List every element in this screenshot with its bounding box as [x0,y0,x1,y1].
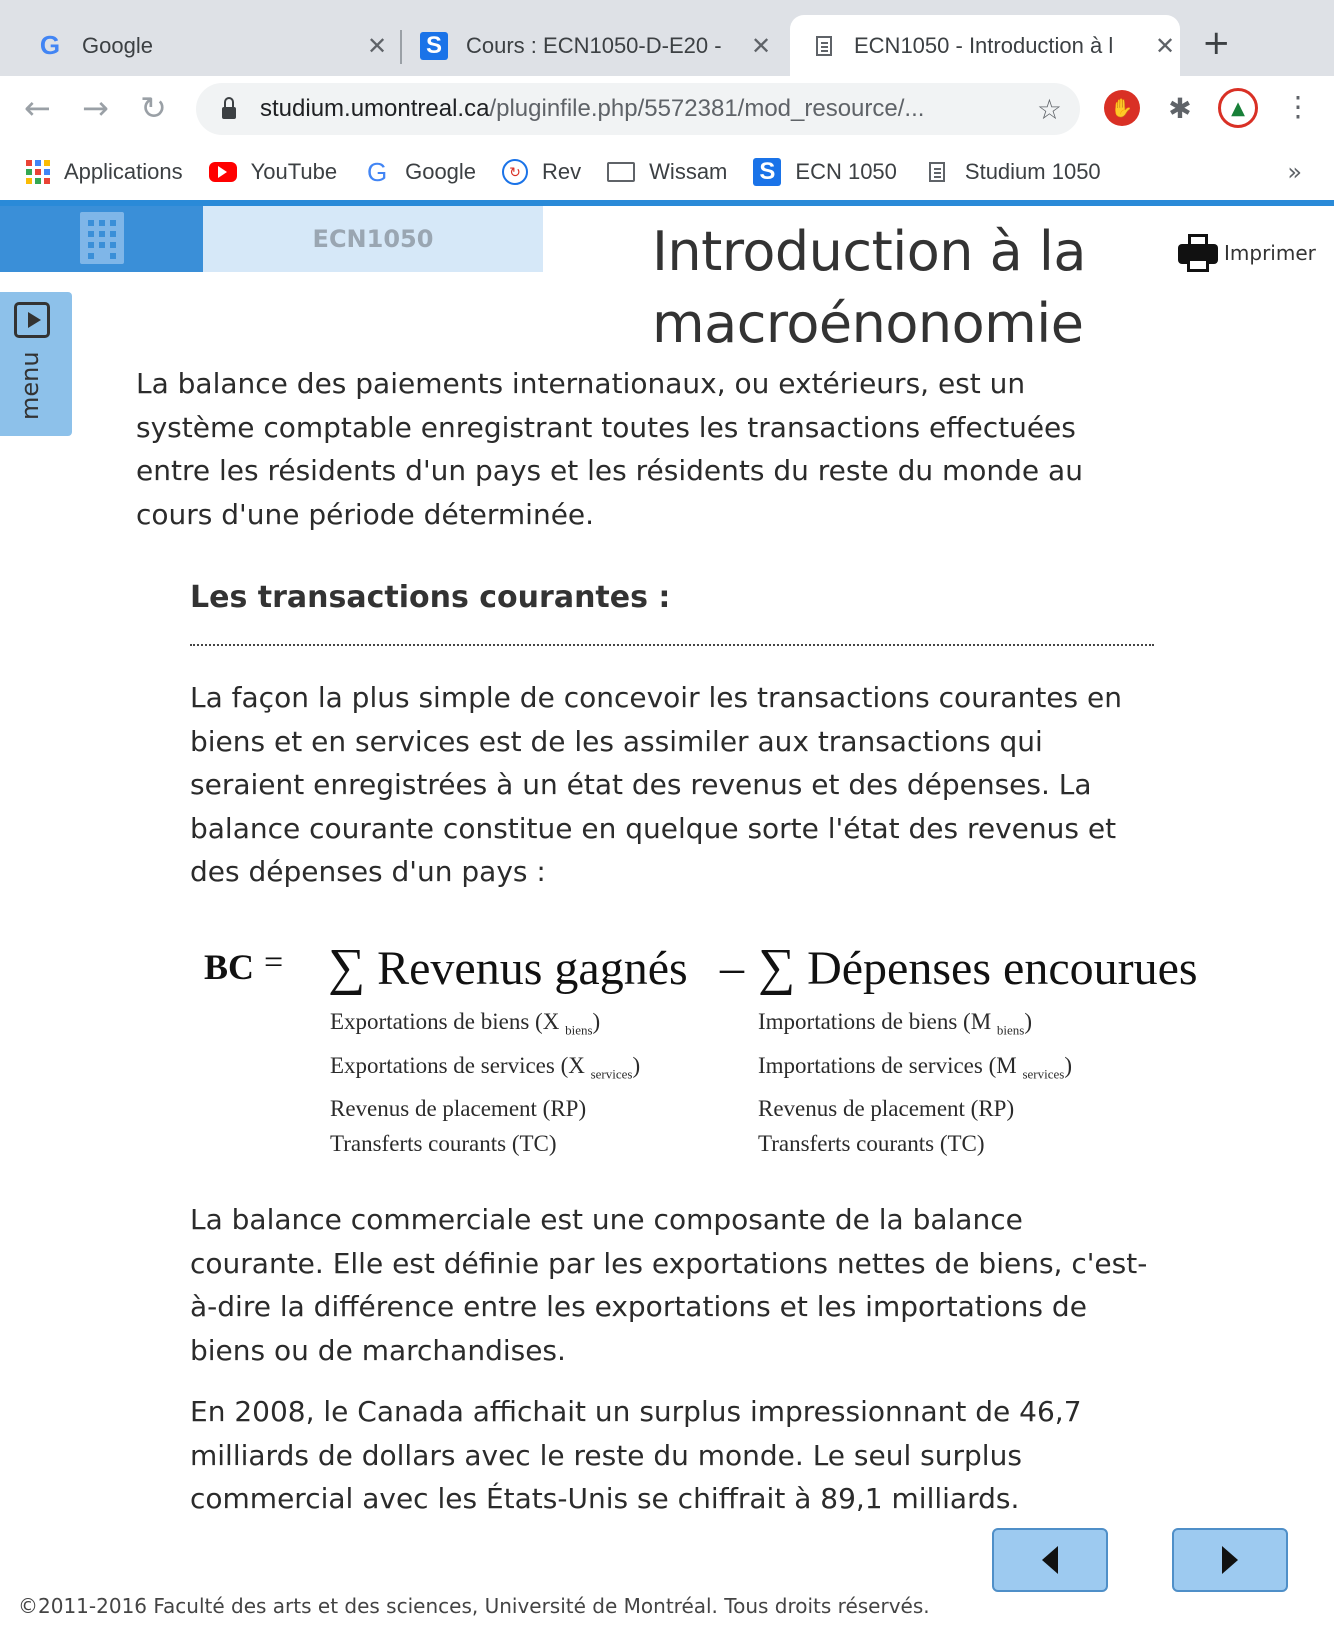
play-icon [14,302,50,338]
address-bar[interactable] [196,83,1080,135]
bookmark-wissam[interactable] [607,159,727,185]
balance-formula [200,938,1220,1157]
back-icon[interactable]: ← [24,89,51,127]
bookmark-youtube[interactable] [209,159,337,185]
bookmark-applications[interactable] [26,159,183,185]
list-item: Importations de biens (M $_{biens}$) [758,1009,1033,1038]
page-title: Introduction à la macroénonomie [652,220,1087,355]
paragraph-canada-2008: En 2008, le Canada affichait un surplus impressionnant de 46,7 milliards de dollars avec le reste du monde. Le seul surplus commercial avec les États-Unis se chiffrait à 89,1 milliards. [190,1395,1082,1515]
profile-avatar[interactable]: ▲ [1218,88,1258,128]
list-item: Exportations de biens (X $_{biens}$) [330,1009,601,1038]
studium-icon: S [420,32,448,60]
google-icon: G [39,30,61,60]
list-item: Exportations de services (X $_{services}$) [330,1052,641,1082]
reload-icon[interactable]: ↻ [140,89,167,127]
course-home-button[interactable] [0,206,203,272]
list-item: Transferts courants (TC) [330,1131,557,1157]
rev-icon: ↻ [502,159,528,185]
new-tab-button[interactable]: + [1202,23,1231,63]
print-button[interactable] [1178,234,1316,272]
section-divider [190,644,1154,646]
tab-title: Cours : ECN1050-D-E20 - [466,32,722,58]
next-page-button[interactable] [1172,1528,1288,1592]
bookmark-star-icon[interactable]: ☆ [1036,92,1062,126]
tab-title: ECN1050 - Introduction à l [854,32,1114,58]
url-text[interactable]: studium.umontreal.ca/pluginfile.php/5572381/mod_resource/... [260,95,925,122]
bookmark-label: Rev [542,159,582,184]
intro-paragraph: La balance des paiements internationaux, ou extérieurs, est un système comptable enregistrant toutes les transactions effectuées entre les résidents d'un pays et les résidents du reste du monde au cours d'une période déterminée. [136,367,1083,531]
list-item: Importations de services (M $_{services}$) [758,1052,1072,1082]
building-icon [80,212,124,264]
expense-sum: ∑ Dépenses encourues [758,939,1198,996]
formula-minus: – [720,941,744,994]
course-code-tab[interactable]: ECN1050 [203,206,543,272]
youtube-icon [209,162,237,182]
bookmark-label: ECN 1050 [795,159,897,184]
bookmark-google[interactable] [363,158,476,186]
forward-icon[interactable]: → [82,89,109,127]
tab-strip [0,0,1334,76]
bookmark-label: Google [405,159,477,184]
more-options-icon[interactable]: ⋮ [1284,90,1312,123]
extensions-icon[interactable]: ✱ [1168,91,1192,125]
browser-toolbar [0,76,1334,144]
document-icon [816,36,832,56]
printer-icon [1178,234,1218,272]
list-item: Revenus de placement (RP) [758,1096,1015,1122]
bookmark-studium1050[interactable] [923,158,1101,186]
bookmark-ecn1050[interactable] [753,158,897,186]
lock-icon [222,107,236,119]
menu-label: menu [16,351,44,420]
list-item: Transferts courants (TC) [758,1131,985,1157]
close-icon[interactable]: ✕ [366,31,388,60]
close-icon[interactable]: ✕ [1154,31,1176,60]
folder-icon [607,162,635,182]
apps-grid-icon [26,160,50,184]
adblock-icon[interactable]: ✋ [1104,90,1140,126]
tab-ecn1050-active[interactable] [790,15,1180,76]
print-label: Imprimer [1224,241,1316,265]
menu-toggle[interactable] [0,292,72,436]
section-title: Les transactions courantes : [190,580,671,615]
bookmark-label: YouTube [250,159,338,184]
bookmarks-bar [0,144,1334,200]
tab-google[interactable] [22,15,392,76]
list-item: Revenus de placement (RP) [330,1096,587,1122]
caret-left-icon [1042,1546,1058,1574]
paragraph-trade-balance: La balance commerciale est une composante de la balance courante. Elle est définie par les exportations nettes de biens, c'est-à-dire la différence entre les exportations et les importations de biens ou de marchandises. [190,1203,1148,1367]
paragraph-current-transactions: La façon la plus simple de concevoir les transactions courantes en biens et en services est de les assimiler aux transactions qui seraient enregistrées à un état des revenus et des dépenses. La balance courante constitue en quelque sorte l'état des revenus et des dépenses d'un pays : [190,681,1122,888]
tab-cours[interactable] [406,15,776,76]
google-icon: G [366,156,388,187]
revenue-items [330,1004,640,1161]
more-bookmarks-icon[interactable]: » [1287,158,1302,186]
footer-copyright: ©2011-2016 Faculté des arts et des sciences, Université de Montréal. Tous droits réservés. [18,1594,930,1618]
bookmark-rev[interactable] [502,159,581,185]
bookmark-label: Wissam [649,159,728,184]
formula-equals: = [264,944,284,981]
expense-items [758,1004,1072,1161]
formula-lhs: BC [204,947,255,987]
tab-title: Google [82,32,153,58]
bookmark-label: Studium 1050 [964,159,1101,184]
document-icon [923,158,951,186]
tab-separator [400,30,402,64]
studium-icon: S [753,158,781,186]
caret-right-icon [1222,1546,1238,1574]
bookmark-label: Applications [64,159,183,184]
revenue-sum: ∑ Revenus gagnés [328,939,688,996]
close-icon[interactable]: ✕ [750,31,772,60]
previous-page-button[interactable] [992,1528,1108,1592]
